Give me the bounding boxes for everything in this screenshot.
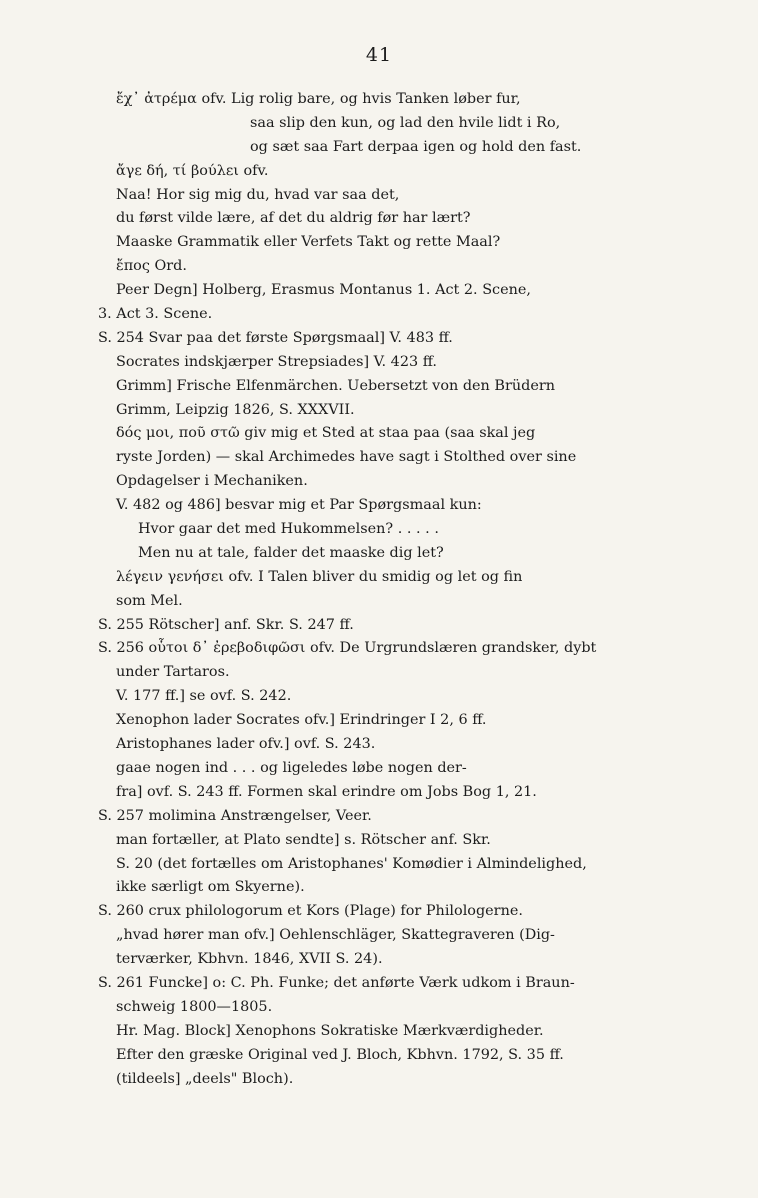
note-line: Grimm] Frische Elfenmärchen. Uebersetzt von den Brüdern — [116, 377, 555, 394]
note-line: du først vilde lære, af det du aldrig før har lært? — [116, 210, 471, 227]
note-line: S. 254 Svar paa det første Spørgsmaal] V. 483 ff. — [98, 329, 453, 346]
note-line: ikke særligt om Skyerne). — [116, 879, 305, 896]
note-line: S. 256 οὗτοι δ᾽ ἐρεβοδιφῶσι ofv. De Urgrundslæren grandsker, dybt — [98, 640, 597, 657]
note-line: Hvor gaar det med Hukommelsen? . . . . . — [138, 521, 439, 538]
note-line: gaae nogen ind . . . og ligeledes løbe nogen der- — [116, 759, 467, 776]
note-line: ἔχ᾽ ἀτρέμα ofv. Lig rolig bare, og hvis Tanken løber fur, — [116, 91, 521, 107]
note-line: S. 257 molimina Anstrængelser, Veer. — [98, 807, 372, 824]
page-number: 41 — [365, 44, 393, 66]
note-line: δός μοι, ποῦ στῶ giv mig et Sted at staa paa (saa skal jeg — [116, 425, 536, 442]
note-line: 3. Act 3. Scene. — [98, 306, 213, 323]
note-line: Hr. Mag. Block] Xenophons Sokratiske Mærkværdigheder. — [116, 1022, 544, 1039]
note-line: (tildeels] „deels" Bloch). — [116, 1070, 294, 1087]
note-line: man fortæller, at Plato sendte] s. Rötscher anf. Skr. — [116, 831, 491, 848]
note-line: Aristophanes lader ofv.] ovf. S. 243. — [116, 736, 376, 753]
note-line: S. 261 Funcke] o: C. Ph. Funke; det anførte Værk udkom i Braun- — [98, 974, 575, 991]
note-line: „hvad hører man ofv.] Oehlenschläger, Skattegraveren (Dig- — [116, 927, 555, 944]
note-line: terværker, Kbhvn. 1846, XVII S. 24). — [116, 951, 383, 968]
note-line: schweig 1800—1805. — [116, 998, 273, 1015]
note-line: ἔπος Ord. — [116, 258, 187, 275]
note-line: og sæt saa Fart derpaa igen og hold den fast. — [250, 138, 582, 155]
note-line: under Tartaros. — [116, 664, 230, 681]
note-line: V. 482 og 486] besvar mig et Par Spørgsmaal kun: — [116, 497, 482, 514]
note-line: saa slip den kun, og lad den hvile lidt i Ro, — [250, 114, 561, 131]
note-line: Men nu at tale, falder det maaske dig let? — [138, 544, 444, 561]
note-line: Xenophon lader Socrates ofv.] Erindringer I 2, 6 ff. — [116, 712, 487, 729]
note-line: V. 177 ff.] se ovf. S. 242. — [116, 688, 292, 705]
note-line: Socrates indskjærper Strepsiades] V. 423 ff. — [116, 353, 438, 370]
note-line: Peer Degn] Holberg, Erasmus Montanus 1. Act 2. Scene, — [116, 282, 531, 299]
note-line: fra] ovf. S. 243 ff. Formen skal erindre om Jobs Bog 1, 21. — [116, 783, 537, 800]
note-line: som Mel. — [116, 592, 183, 609]
note-line: Efter den græske Original ved J. Bloch, Kbhvn. 1792, S. 35 ff. — [116, 1046, 564, 1063]
note-line: S. 20 (det fortælles om Aristophanes' Komødier i Almindelighed, — [116, 855, 587, 872]
note-line: λέγειν γενήσει ofv. I Talen bliver du smidig og let og fin — [116, 568, 523, 585]
note-line: S. 260 crux philologorum et Kors (Plage) for Philologerne. — [98, 903, 523, 920]
note-line: Opdagelser i Mechaniken. — [116, 473, 308, 490]
note-line: ἄγε δή, τί βούλει ofv. — [116, 162, 269, 179]
note-line: Maaske Grammatik eller Verfets Takt og rette Maal? — [116, 234, 501, 251]
note-line: S. 255 Rötscher] anf. Skr. S. 247 ff. — [98, 616, 354, 633]
note-line: ryste Jorden) — skal Archimedes have sagt i Stolthed over sine — [116, 449, 577, 466]
notes-body — [98, 88, 738, 1091]
note-line: Naa! Hor sig mig du, hvad var saa det, — [116, 186, 400, 203]
note-line: Grimm, Leipzig 1826, S. XXXVII. — [116, 401, 355, 418]
